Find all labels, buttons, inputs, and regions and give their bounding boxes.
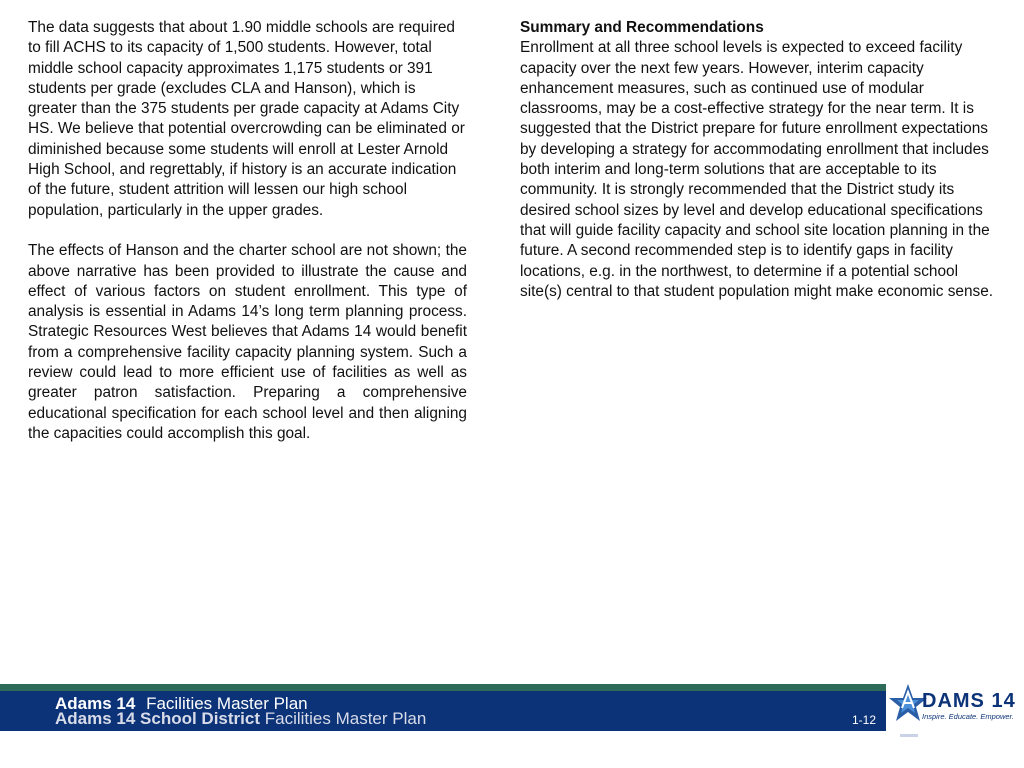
right-paragraph: Enrollment at all three school levels is expected to exceed facility capacity over the next few years. However, interim capacity enhancement measures, such as continued use of modular classrooms, may be a cost-effective strategy for the near term. It is suggested that the District prepare for future enrollment expectations by developing a strategy for accommodating enrollment that includes both interim and long-term solutions that are acceptable to its community. It is strongly recommended that the District study its desired school sizes by level and develop educational specifications that will guide facility capacity and school site location planning in the future. A second recommended step is to identify gaps in facility locations, e.g. in the northwest, to determine if a potential school site(s) central to that student population might make economic sense. — [520, 39, 994, 300]
section-heading: Summary and Recommendations — [520, 19, 764, 36]
footer-title-rest: Facilities Master Plan — [146, 694, 308, 713]
left-paragraph-1: The data suggests that about 1.90 middle schools are required to fill ACHS to its capacity of 1,500 students. However, total middle school capacity approximates 1,175 students or 391 students per grade (excludes CLA and Hanson), which is greater than the 375 students per grade capacity at Adams City HS. We believe that potential overcrowding can be eliminated or diminished because some students will enroll at Lester Arnold High School, and regrettably, if history is an accurate indication of the future, student attrition will lessen our high school population, particularly in the upper grades. — [28, 19, 465, 219]
footer-band — [0, 691, 886, 731]
left-paragraph-2: The effects of Hanson and the charter school are not shown; the above narrative has been provided to illustrate the cause and effect of various factors on student enrollment. This type of analysis is essential in Adams 14’s long term planning process. Strategic Resources West believes that Adams 14 would benefit from a comprehensive facility capacity planning system. Such a review could lead to more efficient use of facilities as well as greater patron satisfaction. Preparing a comprehensive educational specification for each school level and then aligning the capacities could accomplish this goal. — [28, 242, 467, 442]
logo-tagline: Inspire. Educate. Empower. — [922, 712, 1014, 721]
right-column — [520, 18, 996, 302]
logo-text: DAMS 14 — [922, 690, 1016, 712]
left-column — [28, 18, 467, 444]
footer-title-bold: Adams 14 — [55, 694, 136, 713]
footer-title — [55, 694, 308, 714]
footer-ghost-rest: Facilities Master Plan — [264, 709, 427, 728]
footer-ghost-bold: Adams 14 School District — [55, 709, 261, 728]
page-number: 1-12 — [851, 713, 876, 727]
footer-stripe — [0, 684, 886, 691]
